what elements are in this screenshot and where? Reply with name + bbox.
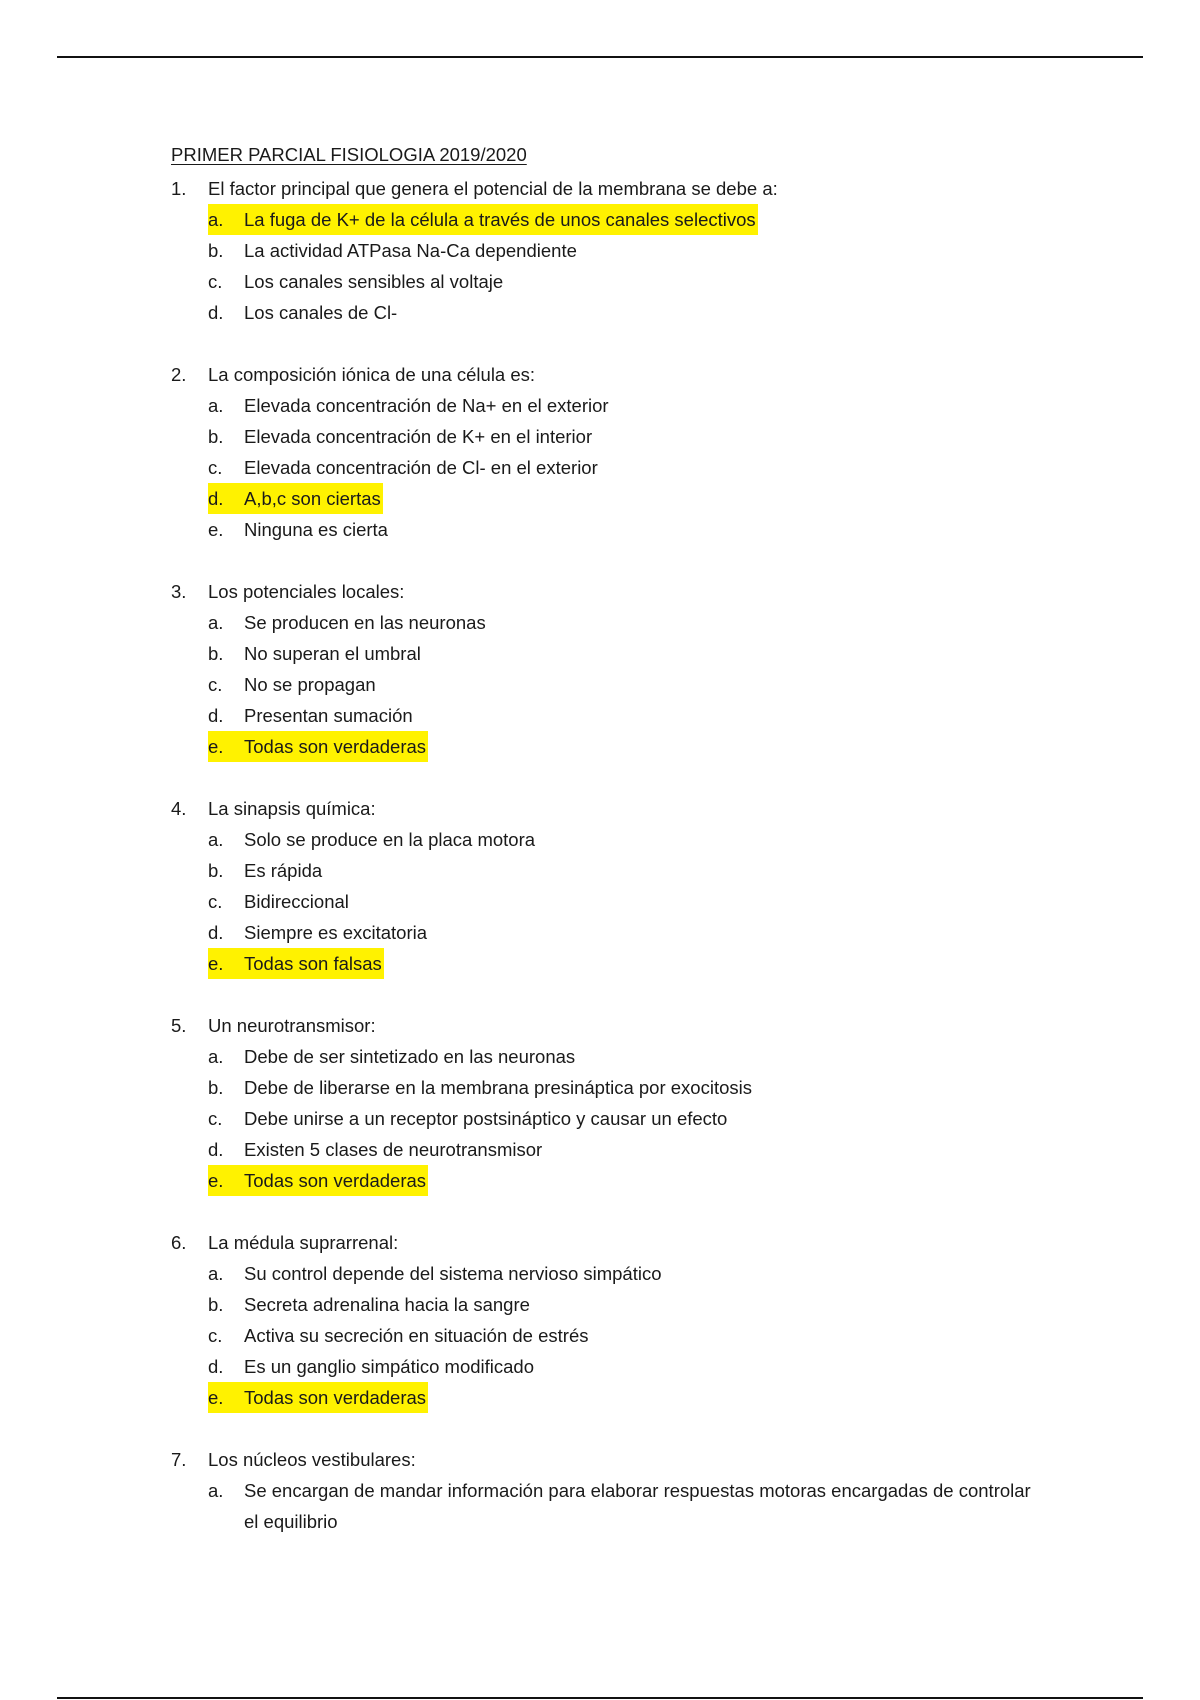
option-letter: e. — [208, 1170, 224, 1191]
option-list — [171, 1258, 1091, 1413]
question-1 — [171, 173, 1091, 328]
option-text: No se propagan — [244, 674, 376, 695]
option-letter: c. — [208, 1108, 223, 1129]
option-text: Ninguna es cierta — [244, 519, 388, 540]
question-7 — [171, 1444, 1091, 1537]
option-letter: d. — [208, 488, 224, 509]
option-text: Los canales de Cl- — [244, 302, 398, 323]
option-letter: d. — [208, 302, 224, 323]
option — [208, 1289, 1091, 1320]
option-list — [171, 1475, 1091, 1537]
option-content — [208, 1041, 575, 1072]
option-content — [208, 1165, 428, 1196]
option-text: Elevada concentración de Cl- en el exterior — [244, 457, 598, 478]
option-letter: a. — [208, 1480, 224, 1501]
option-text: Todas son verdaderas — [244, 736, 427, 757]
option-content — [208, 1258, 662, 1289]
option — [208, 638, 1091, 669]
option — [208, 1103, 1091, 1134]
option — [208, 390, 1091, 421]
option-highlighted-correct — [208, 948, 1091, 979]
header-rule — [57, 56, 1143, 58]
option-content — [208, 421, 592, 452]
option-letter: d. — [208, 922, 224, 943]
option-list — [171, 607, 1091, 762]
option — [208, 1258, 1091, 1289]
question-number: 4. — [171, 798, 187, 819]
option-text: Presentan sumación — [244, 705, 413, 726]
option-content — [208, 204, 758, 235]
option-text: Activa su secreción en situación de estrés — [244, 1325, 589, 1346]
option-content — [208, 1475, 1044, 1537]
option-text: Es rápida — [244, 860, 323, 881]
option-letter: a. — [208, 209, 224, 230]
option-content — [208, 886, 349, 917]
option-text: Es un ganglio simpático modificado — [244, 1356, 534, 1377]
option-text: Secreta adrenalina hacia la sangre — [244, 1294, 530, 1315]
option-text: Los canales sensibles al voltaje — [244, 271, 504, 292]
option — [208, 514, 1091, 545]
option — [208, 1475, 1091, 1537]
option-content — [208, 297, 397, 328]
option-content — [208, 1103, 727, 1134]
option-text: Su control depende del sistema nervioso simpático — [244, 1263, 662, 1284]
option-letter: c. — [208, 457, 223, 478]
question-stem — [171, 793, 1091, 824]
option-letter: a. — [208, 1263, 224, 1284]
question-stem — [171, 1010, 1091, 1041]
question-text: Los potenciales locales: — [208, 581, 405, 602]
question-number: 1. — [171, 178, 187, 199]
option-letter: a. — [208, 1046, 224, 1067]
option-text: Todas son verdaderas — [244, 1170, 427, 1191]
option — [208, 421, 1091, 452]
option — [208, 452, 1091, 483]
option-text: Debe de liberarse en la membrana presináptica por exocitosis — [244, 1077, 752, 1098]
option-highlighted-correct — [208, 1382, 1091, 1413]
document-body — [171, 143, 1091, 1537]
option-text: Bidireccional — [244, 891, 349, 912]
option-list — [171, 824, 1091, 979]
option-content — [208, 1351, 534, 1382]
option-text: Todas son falsas — [244, 953, 382, 974]
option-highlighted-correct — [208, 731, 1091, 762]
option-letter: c. — [208, 674, 223, 695]
question-stem — [171, 359, 1091, 390]
option-letter: d. — [208, 1139, 224, 1160]
option — [208, 235, 1091, 266]
question-stem — [171, 1444, 1091, 1475]
option-highlighted-correct — [208, 483, 1091, 514]
option-text: No superan el umbral — [244, 643, 421, 664]
question-text: La sinapsis química: — [208, 798, 376, 819]
option-highlighted-correct — [208, 1165, 1091, 1196]
option-content — [208, 266, 503, 297]
option-letter: b. — [208, 426, 224, 447]
option-text: Todas son verdaderas — [244, 1387, 427, 1408]
option-text: Se producen en las neuronas — [244, 612, 486, 633]
option-text: Solo se produce en la placa motora — [244, 829, 536, 850]
option-letter: b. — [208, 643, 224, 664]
option-content — [208, 1134, 542, 1165]
option-text: Debe unirse a un receptor postsináptico y causar un efecto — [244, 1108, 728, 1129]
option-letter: e. — [208, 736, 224, 757]
option — [208, 855, 1091, 886]
question-2 — [171, 359, 1091, 545]
option-content — [208, 731, 428, 762]
option-letter: a. — [208, 612, 224, 633]
question-number: 6. — [171, 1232, 187, 1253]
question-number: 5. — [171, 1015, 187, 1036]
question-stem — [171, 173, 1091, 204]
option-content — [208, 1289, 530, 1320]
option-letter: c. — [208, 1325, 223, 1346]
option-list — [171, 1041, 1091, 1196]
option-content — [208, 700, 413, 731]
question-stem — [171, 576, 1091, 607]
option — [208, 297, 1091, 328]
option-content — [208, 1382, 428, 1413]
option — [208, 1041, 1091, 1072]
option-content — [208, 1072, 752, 1103]
option-content — [208, 669, 376, 700]
option-text: Siempre es excitatoria — [244, 922, 428, 943]
question-list — [171, 173, 1091, 1537]
question-text: El factor principal que genera el potencial de la membrana se debe a: — [208, 178, 778, 199]
option-letter: c. — [208, 271, 223, 292]
option-content — [208, 390, 609, 421]
option-text: La fuga de K+ de la célula a través de unos canales selectivos — [244, 209, 756, 230]
page-title: PRIMER PARCIAL FISIOLOGIA 2019/2020 — [171, 144, 527, 165]
question-text: Un neurotransmisor: — [208, 1015, 376, 1036]
footer-rule — [57, 1697, 1143, 1699]
option-content — [208, 855, 322, 886]
option-letter: d. — [208, 1356, 224, 1377]
question-number: 3. — [171, 581, 187, 602]
option-text: Existen 5 clases de neurotransmisor — [244, 1139, 543, 1160]
option — [208, 917, 1091, 948]
option — [208, 1134, 1091, 1165]
option-letter: d. — [208, 705, 224, 726]
option-letter: a. — [208, 395, 224, 416]
option-list — [171, 204, 1091, 328]
option — [208, 669, 1091, 700]
option — [208, 1351, 1091, 1382]
option-letter: e. — [208, 519, 224, 540]
option-letter: b. — [208, 860, 224, 881]
option-content — [208, 948, 384, 979]
option-content — [208, 607, 486, 638]
option-content — [208, 917, 427, 948]
option-letter: e. — [208, 953, 224, 974]
option-highlighted-correct — [208, 204, 1091, 235]
option — [208, 266, 1091, 297]
option-letter: c. — [208, 891, 223, 912]
option-content — [208, 483, 383, 514]
option-letter: b. — [208, 240, 224, 261]
option-content — [208, 514, 388, 545]
option-letter: e. — [208, 1387, 224, 1408]
question-4 — [171, 793, 1091, 979]
question-6 — [171, 1227, 1091, 1413]
question-text: La médula suprarrenal: — [208, 1232, 399, 1253]
option-text: Elevada concentración de Na+ en el exterior — [244, 395, 609, 416]
option-letter: a. — [208, 829, 224, 850]
question-stem — [171, 1227, 1091, 1258]
option — [208, 824, 1091, 855]
option-list — [171, 390, 1091, 545]
option — [208, 700, 1091, 731]
question-text: La composición iónica de una célula es: — [208, 364, 536, 385]
option-text: La actividad ATPasa Na-Ca dependiente — [244, 240, 577, 261]
option-text: Se encargan de mandar información para elaborar respuestas motoras encargadas de controlar el equilibrio — [244, 1480, 1031, 1532]
option — [208, 1072, 1091, 1103]
option-text: Elevada concentración de K+ en el interior — [244, 426, 593, 447]
option-content — [208, 824, 535, 855]
option-content — [208, 452, 598, 483]
option-letter: b. — [208, 1294, 224, 1315]
option — [208, 607, 1091, 638]
option-text: A,b,c son ciertas — [244, 488, 381, 509]
question-number: 7. — [171, 1449, 187, 1470]
option-content — [208, 235, 577, 266]
option — [208, 886, 1091, 917]
option — [208, 1320, 1091, 1351]
question-text: Los núcleos vestibulares: — [208, 1449, 416, 1470]
option-letter: b. — [208, 1077, 224, 1098]
option-text: Debe de ser sintetizado en las neuronas — [244, 1046, 576, 1067]
question-3 — [171, 576, 1091, 762]
question-number: 2. — [171, 364, 187, 385]
option-content — [208, 638, 421, 669]
option-content — [208, 1320, 588, 1351]
question-5 — [171, 1010, 1091, 1196]
